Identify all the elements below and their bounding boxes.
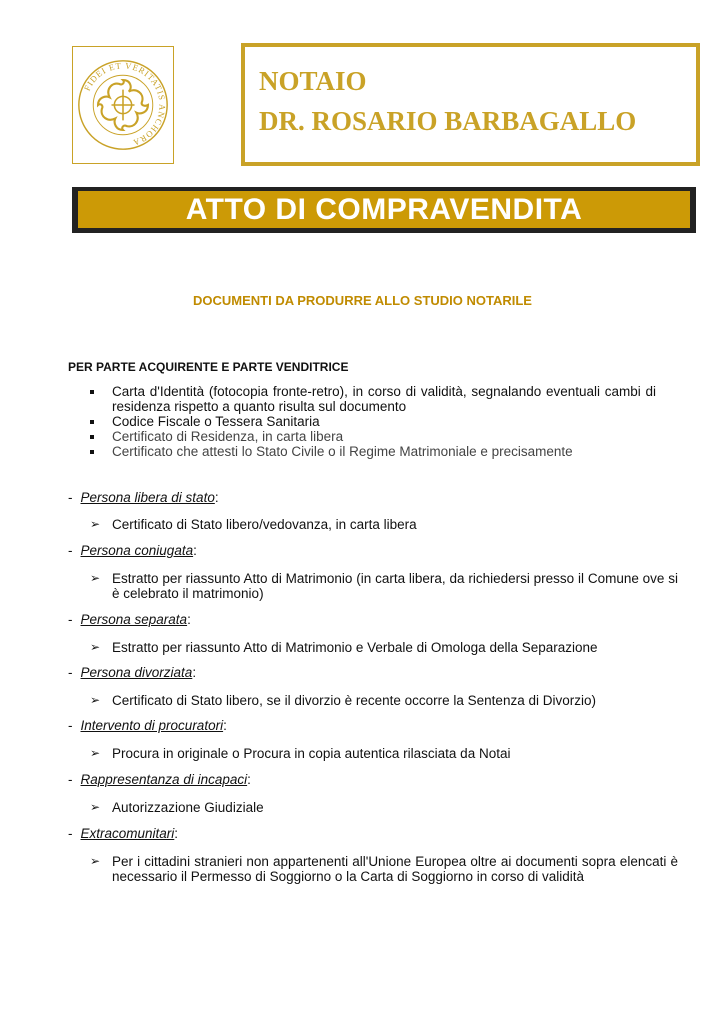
case-item: ➢ Estratto per riassunto Atto di Matrimonio (in carta libera, da richiedersi presso il Comune ove si è celebrato il matrimonio) <box>90 571 678 601</box>
requirements-list <box>86 384 656 459</box>
notary-seal-icon <box>75 57 171 153</box>
case-item: ➢ Estratto per riassunto Atto di Matrimonio e Verbale di Omologa della Separazione <box>90 640 598 655</box>
case-item: ➢ Autorizzazione Giudiziale <box>90 800 264 815</box>
section-title: PER PARTE ACQUIRENTE E PARTE VENDITRICE <box>68 360 349 374</box>
notary-name: DR. ROSARIO BARBAGALLO <box>259 106 637 136</box>
subheading: DOCUMENTI DA PRODURRE ALLO STUDIO NOTARILE <box>193 293 532 308</box>
arrow-bullet-icon: ➢ <box>90 571 101 585</box>
list-item: Certificato che attesti lo Stato Civile o il Regime Matrimoniale e precisamente <box>86 444 656 459</box>
notary-title-box <box>241 43 700 166</box>
arrow-bullet-icon: ➢ <box>90 517 101 531</box>
case-item: ➢ Certificato di Stato libero/vedovanza, in carta libera <box>90 517 417 532</box>
case-item: ➢ Certificato di Stato libero, se il divorzio è recente occorre la Sentenza di Divorzio) <box>90 693 596 708</box>
list-item: Certificato di Residenza, in carta libera <box>86 429 656 444</box>
case-label: - Persona libera di stato: <box>68 490 219 505</box>
logo-motto: FIDEI ET VERITATIS ANCHORA <box>81 60 168 149</box>
case-label: - Intervento di procuratori: <box>68 718 227 733</box>
arrow-bullet-icon: ➢ <box>90 746 101 760</box>
notary-logo <box>72 46 174 164</box>
document-title: ATTO DI COMPRAVENDITA <box>78 191 690 228</box>
case-item: ➢ Procura in originale o Procura in copia autentica rilasciata da Notai <box>90 746 511 761</box>
list-item: Codice Fiscale o Tessera Sanitaria <box>86 414 656 429</box>
case-label: - Persona divorziata: <box>68 665 197 680</box>
case-item: ➢ Per i cittadini stranieri non appartenenti all'Unione Europea oltre ai documenti sopra elencati è necessario il Permesso di Soggiorno o la Carta di Soggiorno in corso di validità <box>90 854 678 884</box>
arrow-bullet-icon: ➢ <box>90 854 101 868</box>
arrow-bullet-icon: ➢ <box>90 693 101 707</box>
case-label: - Rappresentanza di incapaci: <box>68 772 251 787</box>
document-banner <box>72 187 696 233</box>
case-label: - Persona separata: <box>68 612 191 627</box>
case-label: - Extracomunitari: <box>68 826 179 841</box>
list-item: Carta d'Identità (fotocopia fronte-retro), in corso di validità, segnalando eventuali cambi di residenza rispetto a quanto risulta sul documento <box>86 384 656 414</box>
notary-title: NOTAIO <box>259 66 367 96</box>
arrow-bullet-icon: ➢ <box>90 640 101 654</box>
case-label: - Persona coniugata: <box>68 543 197 558</box>
arrow-bullet-icon: ➢ <box>90 800 101 814</box>
